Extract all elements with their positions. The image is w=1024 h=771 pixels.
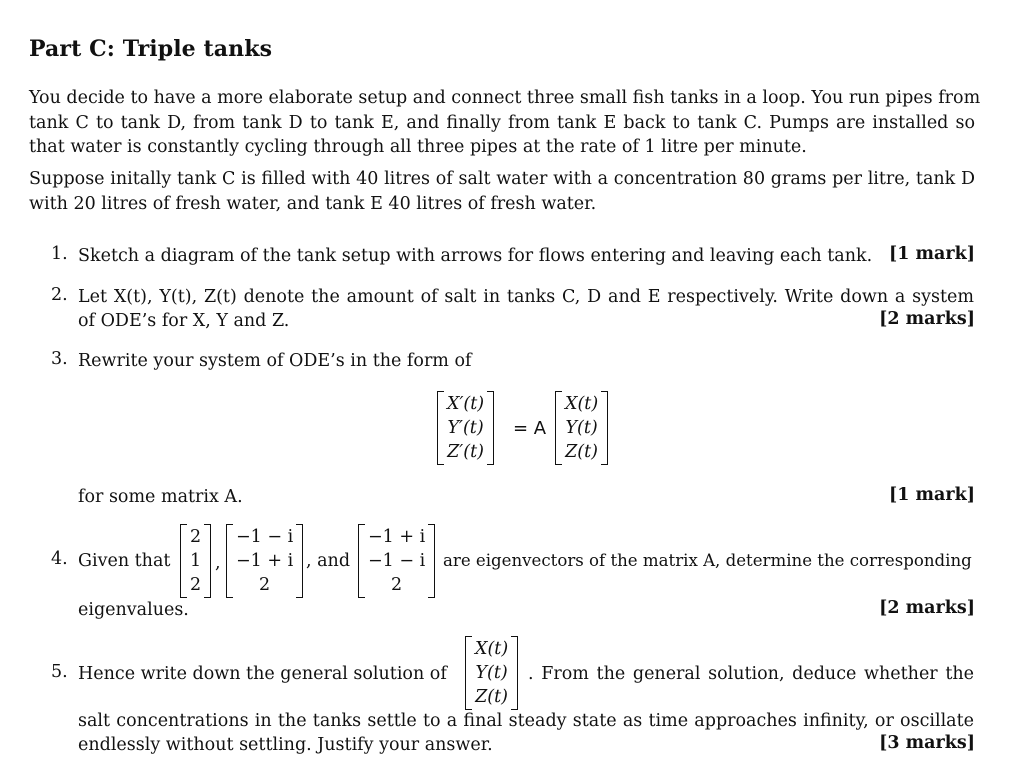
eigenvector-1 bbox=[180, 524, 211, 598]
suppose-line: Suppose initally tank C is filled with 40 litres of salt water with a concentration 80 grams per litre, tank D bbox=[29, 169, 975, 189]
question-number: 4. bbox=[51, 549, 68, 569]
intro-paragraph bbox=[29, 86, 981, 160]
question-number: 1. bbox=[51, 244, 68, 264]
question-4-suffix: are eigenvectors of the matrix A, determine the corresponding bbox=[443, 551, 972, 570]
vector-entry: 2 bbox=[190, 575, 202, 595]
and-text: , and bbox=[306, 551, 351, 571]
vector-entry: −1 + i bbox=[368, 527, 426, 547]
suppose-paragraph bbox=[29, 167, 975, 216]
eigenvector-2 bbox=[226, 524, 303, 598]
rhs-vector bbox=[555, 391, 608, 465]
intro-line: You decide to have a more elaborate setup and connect three small fish tanks in a loop. You run pipes from bbox=[29, 88, 981, 108]
question-number: 5. bbox=[51, 662, 68, 682]
question-4-prefix: Given that bbox=[78, 551, 171, 571]
lhs-entry: Z′(t) bbox=[447, 442, 484, 462]
vector-entry: 2 bbox=[190, 527, 202, 547]
question-3-after: for some matrix A. bbox=[78, 487, 243, 507]
question-5-prefix: Hence write down the general solution of bbox=[78, 664, 447, 684]
suppose-line: with 20 litres of fresh water, and tank E 40 litres of fresh water. bbox=[29, 193, 597, 214]
intro-line: that water is constantly cycling through all three pipes at the rate of 1 litre per minute. bbox=[29, 137, 807, 157]
lhs-entry: Y′(t) bbox=[447, 418, 484, 438]
question-5-line3: endlessly without settling. Justify your answer. bbox=[78, 735, 493, 755]
question-5-marks: [3 marks] bbox=[879, 733, 975, 753]
question-1-marks: [1 mark] bbox=[888, 244, 975, 264]
vector-entry: −1 − i bbox=[368, 551, 426, 571]
intro-line: tank C to tank D, from tank D to tank E, and finally from tank E back to tank C. Pumps are installed so bbox=[29, 112, 975, 133]
question-5-suffix: . From the general solution, deduce whether the bbox=[528, 664, 974, 684]
eigenvector-3 bbox=[358, 524, 435, 598]
rhs-entry: X(t) bbox=[565, 394, 599, 414]
rhs-entry: Z(t) bbox=[565, 442, 598, 462]
question-number: 2. bbox=[51, 285, 68, 305]
vector-entry: X(t) bbox=[475, 639, 509, 659]
solution-vector bbox=[465, 636, 518, 710]
question-2-line2: of ODE’s for X, Y and Z. bbox=[78, 311, 290, 331]
question-5-line2: salt concentrations in the tanks settle to a final steady state as time approaches infinity, or oscillate bbox=[78, 711, 974, 731]
comma: , bbox=[215, 553, 221, 573]
vector-entry: −1 − i bbox=[236, 527, 294, 547]
question-4-line2: eigenvalues. bbox=[78, 600, 189, 620]
vector-entry: Y(t) bbox=[475, 663, 508, 683]
equals-A: = A bbox=[513, 418, 547, 439]
question-4-marks: [2 marks] bbox=[879, 598, 975, 618]
vector-entry: Z(t) bbox=[475, 687, 508, 707]
section-title: Part C: Triple tanks bbox=[29, 36, 273, 62]
vector-entry: −1 + i bbox=[236, 551, 294, 571]
question-2-line1: Let X(t), Y(t), Z(t) denote the amount of salt in tanks C, D and E respectively. Write down a system bbox=[78, 287, 974, 307]
vector-entry: 2 bbox=[259, 575, 271, 595]
question-2-marks: [2 marks] bbox=[879, 309, 975, 329]
question-1-text: Sketch a diagram of the tank setup with arrows for flows entering and leaving each tank. bbox=[78, 246, 873, 266]
vector-entry: 2 bbox=[391, 575, 403, 595]
lhs-vector bbox=[437, 391, 494, 465]
rhs-entry: Y(t) bbox=[565, 418, 598, 438]
question-3-marks: [1 mark] bbox=[888, 485, 975, 505]
lhs-entry: X′(t) bbox=[447, 394, 485, 414]
question-number: 3. bbox=[51, 349, 68, 369]
question-3-text: Rewrite your system of ODE’s in the form of bbox=[78, 351, 472, 371]
vector-entry: 1 bbox=[190, 551, 202, 571]
